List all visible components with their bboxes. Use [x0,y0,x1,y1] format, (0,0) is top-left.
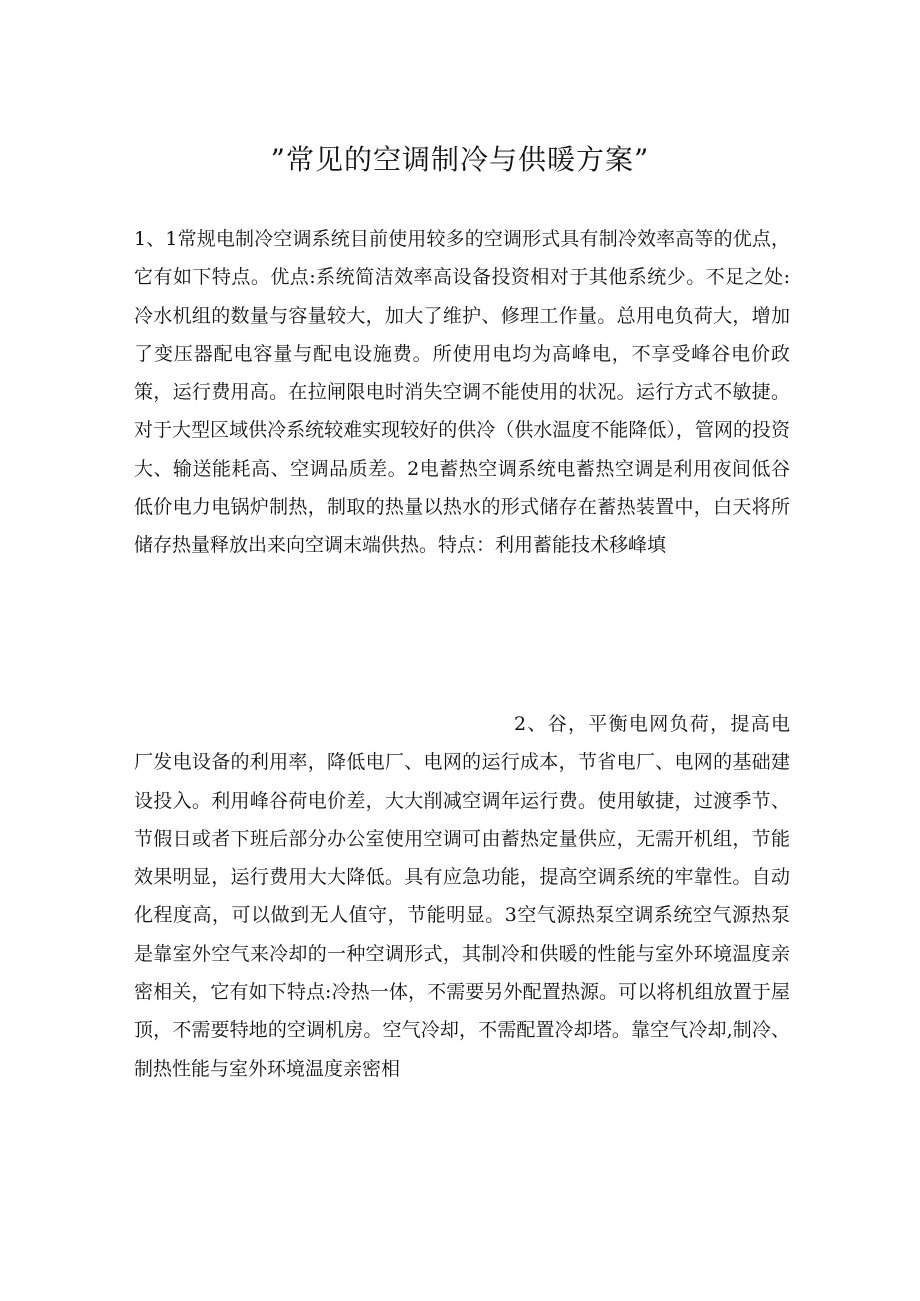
paragraph-2: 2、谷，平衡电网负荷，提高电厂发电设备的利用率，降低电厂、电网的运行成本，节省电厂、电网的基础建设投入。利用峰谷荷电价差，大大削减空调年运行费。使用敏捷，过渡季节、节假日或者下班后部分办公室使用空调可由蓄热定量供应，无需开机组，节能效果明显，运行费用大大降低。具有应急功能，提高空调系统的牢靠性。自动化程度高，可以做到无人值守，节能明显。3空气源热泵空调系统空气源热泵是靠室外空气来冷却的一种空调形式，其制冷和供暖的性能与室外环境温度亲密相关，它有如下特点:冷热一体，不需要另外配置热源。可以将机组放置于屋顶，不需要特地的空调机房。空气冷却，不需配置冷却塔。靠空气冷却,制冷、制热性能与室外环境温度亲密相 [134,713,790,1080]
document-title: ”常见的空调制冷与供暖方案” [270,143,650,176]
paragraph-1: 1、1常规电制冷空调系统目前使用较多的空调形式具有制冷效率高等的优点，它有如下特点。优点:系统简洁效率高设备投资相对于其他系统少。不足之处:冷水机组的数量与容量较大，加大了维护、修理工作量。总用电负荷大，增加了变压器配电容量与配电设施费。所使用电均为高峰电，不享受峰谷电价政策，运行费用高。在拉闸限电时消失空调不能使用的状况。运行方式不敏捷。对于大型区域供冷系统较难实现较好的供冷（供水温度不能降低），管网的投资大、输送能耗高、空调品质差。2电蓄热空调系统电蓄热空调是利用夜间低谷低价电力电锅炉制热，制取的热量以热水的形式储存在蓄热装置中，白天将所储存热量释放出来向空调末端供热。特点：利用蓄能技术移峰填 [134,228,790,557]
